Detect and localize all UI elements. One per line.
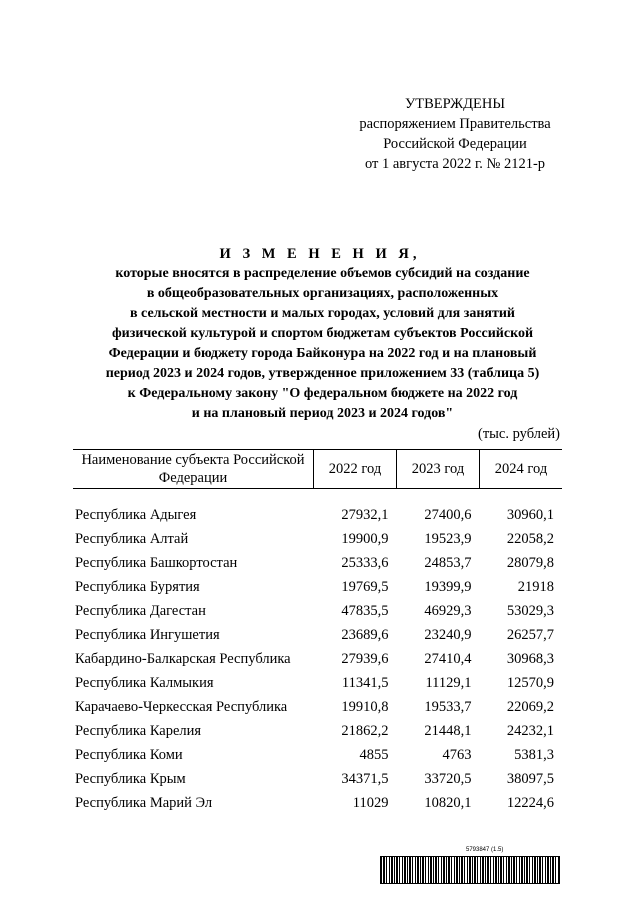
table-row [73,623,562,647]
cell-subject-name: Республика Башкортостан [75,555,238,571]
cell-2023: 11129,1 [425,675,472,691]
subtitle-line: в сельской местности и малых городах, условий для занятий [130,306,515,321]
table-row [73,767,562,791]
barcode-bars [380,856,560,884]
cell-2022: 21862,2 [341,723,389,739]
header-2022: 2022 год [314,450,397,489]
cell-2023: 27410,4 [424,651,472,667]
cell-2024: 30960,1 [506,507,554,523]
header-2023: 2023 год [397,450,480,489]
cell-subject-name: Республика Марий Эл [75,795,213,811]
cell-2023: 19399,9 [424,579,472,595]
cell-subject-name: Республика Карелия [75,723,202,739]
table-row [73,527,562,551]
cell-2022: 19900,9 [341,531,389,547]
cell-2022: 27932,1 [341,507,389,523]
table-body [73,489,562,816]
barcode-label: 5793847 (1.5) [466,847,504,853]
cell-2023: 19523,9 [424,531,472,547]
cell-subject-name: Республика Калмыкия [75,675,214,691]
spacer-row [73,489,562,504]
cell-2024: 12570,9 [506,675,554,691]
cell-2023: 46929,3 [424,603,472,619]
cell-2024: 22069,2 [506,699,554,715]
subtitle-line: к Федеральному закону "О федеральном бюджете на 2022 год [127,386,518,401]
cell-2022: 47835,5 [341,603,389,619]
cell-subject-name: Карачаево-Черкесская Республика [75,699,288,715]
table-row [73,695,562,719]
document-subtitle [60,264,585,424]
subtitle-line: которые вносятся в распределение объемов субсидий на создание [115,266,530,281]
cell-2024: 26257,7 [506,627,554,643]
approval-line: Российской Федерации [383,136,527,152]
cell-2023: 23240,9 [424,627,472,643]
cell-2024: 21918 [517,579,554,595]
cell-2023: 21448,1 [424,723,472,739]
cell-2022: 19910,8 [341,699,389,715]
cell-2022: 25333,6 [341,555,389,571]
cell-subject-name: Республика Бурятия [75,579,200,595]
table-row [73,599,562,623]
table-row [73,647,562,671]
cell-2023: 27400,6 [424,507,472,523]
cell-2022: 19769,5 [341,579,389,595]
table-row [73,551,562,575]
cell-2024: 53029,3 [506,603,554,619]
table-row [73,743,562,767]
table-row [73,503,562,527]
subtitle-line: и на плановый период 2023 и 2024 годов" [191,406,454,421]
table-row [73,719,562,743]
table-row [73,791,562,815]
cell-2023: 33720,5 [424,771,472,787]
subtitle-line: период 2023 и 2024 годов, утвержденное приложением 33 (таблица 5) [105,366,540,381]
cell-2023: 19533,7 [424,699,472,715]
approval-heading: УТВЕРЖДЕНЫ [404,96,506,112]
cell-subject-name: Республика Алтай [75,531,189,547]
cell-2023: 24853,7 [424,555,472,571]
cell-2022: 4855 [359,747,389,763]
approval-line: распоряжением Правительства [359,116,551,132]
cell-subject-name: Республика Коми [75,747,183,763]
cell-subject-name: Республика Ингушетия [75,627,220,643]
cell-2024: 24232,1 [506,723,554,739]
cell-subject-name: Республика Крым [75,771,186,787]
cell-2023: 10820,1 [424,795,472,811]
barcode [380,847,560,886]
cell-2024: 28079,8 [506,555,554,571]
cell-subject-name: Республика Дагестан [75,603,206,619]
table-row [73,671,562,695]
approval-date-number: от 1 августа 2022 г. № 2121-р [364,156,546,172]
subsidy-table [73,449,562,815]
cell-2024: 38097,5 [506,771,554,787]
cell-2023: 4763 [442,747,472,763]
subtitle-line: в общеобразовательных организациях, расположенных [146,286,499,301]
units-label: (тыс. рублей) [478,426,560,442]
cell-2022: 27939,6 [341,651,389,667]
cell-2022: 23689,6 [341,627,389,643]
cell-2022: 11029 [352,795,389,811]
cell-subject-name: Кабардино-Балкарская Республика [75,651,291,667]
cell-2024: 22058,2 [506,531,554,547]
cell-2024: 5381,3 [514,747,554,763]
subtitle-line: Федерации и бюджету города Байконура на 2022 год и на плановый [108,346,537,361]
header-subject-name: Наименование субъекта Российской Федерации [73,450,314,489]
document-title: И З М Е Н Е Н И Я, [219,246,421,262]
subtitle-line: физической культурой и спортом бюджетам субъектов Российской [111,326,534,341]
cell-2022: 11341,5 [341,675,389,691]
cell-2024: 30968,3 [506,651,554,667]
approval-block [340,94,570,174]
table-row [73,575,562,599]
cell-2022: 34371,5 [341,771,389,787]
cell-subject-name: Республика Адыгея [75,507,197,523]
header-2024: 2024 год [480,450,563,489]
table-header-row [73,450,562,489]
cell-2024: 12224,6 [506,795,554,811]
